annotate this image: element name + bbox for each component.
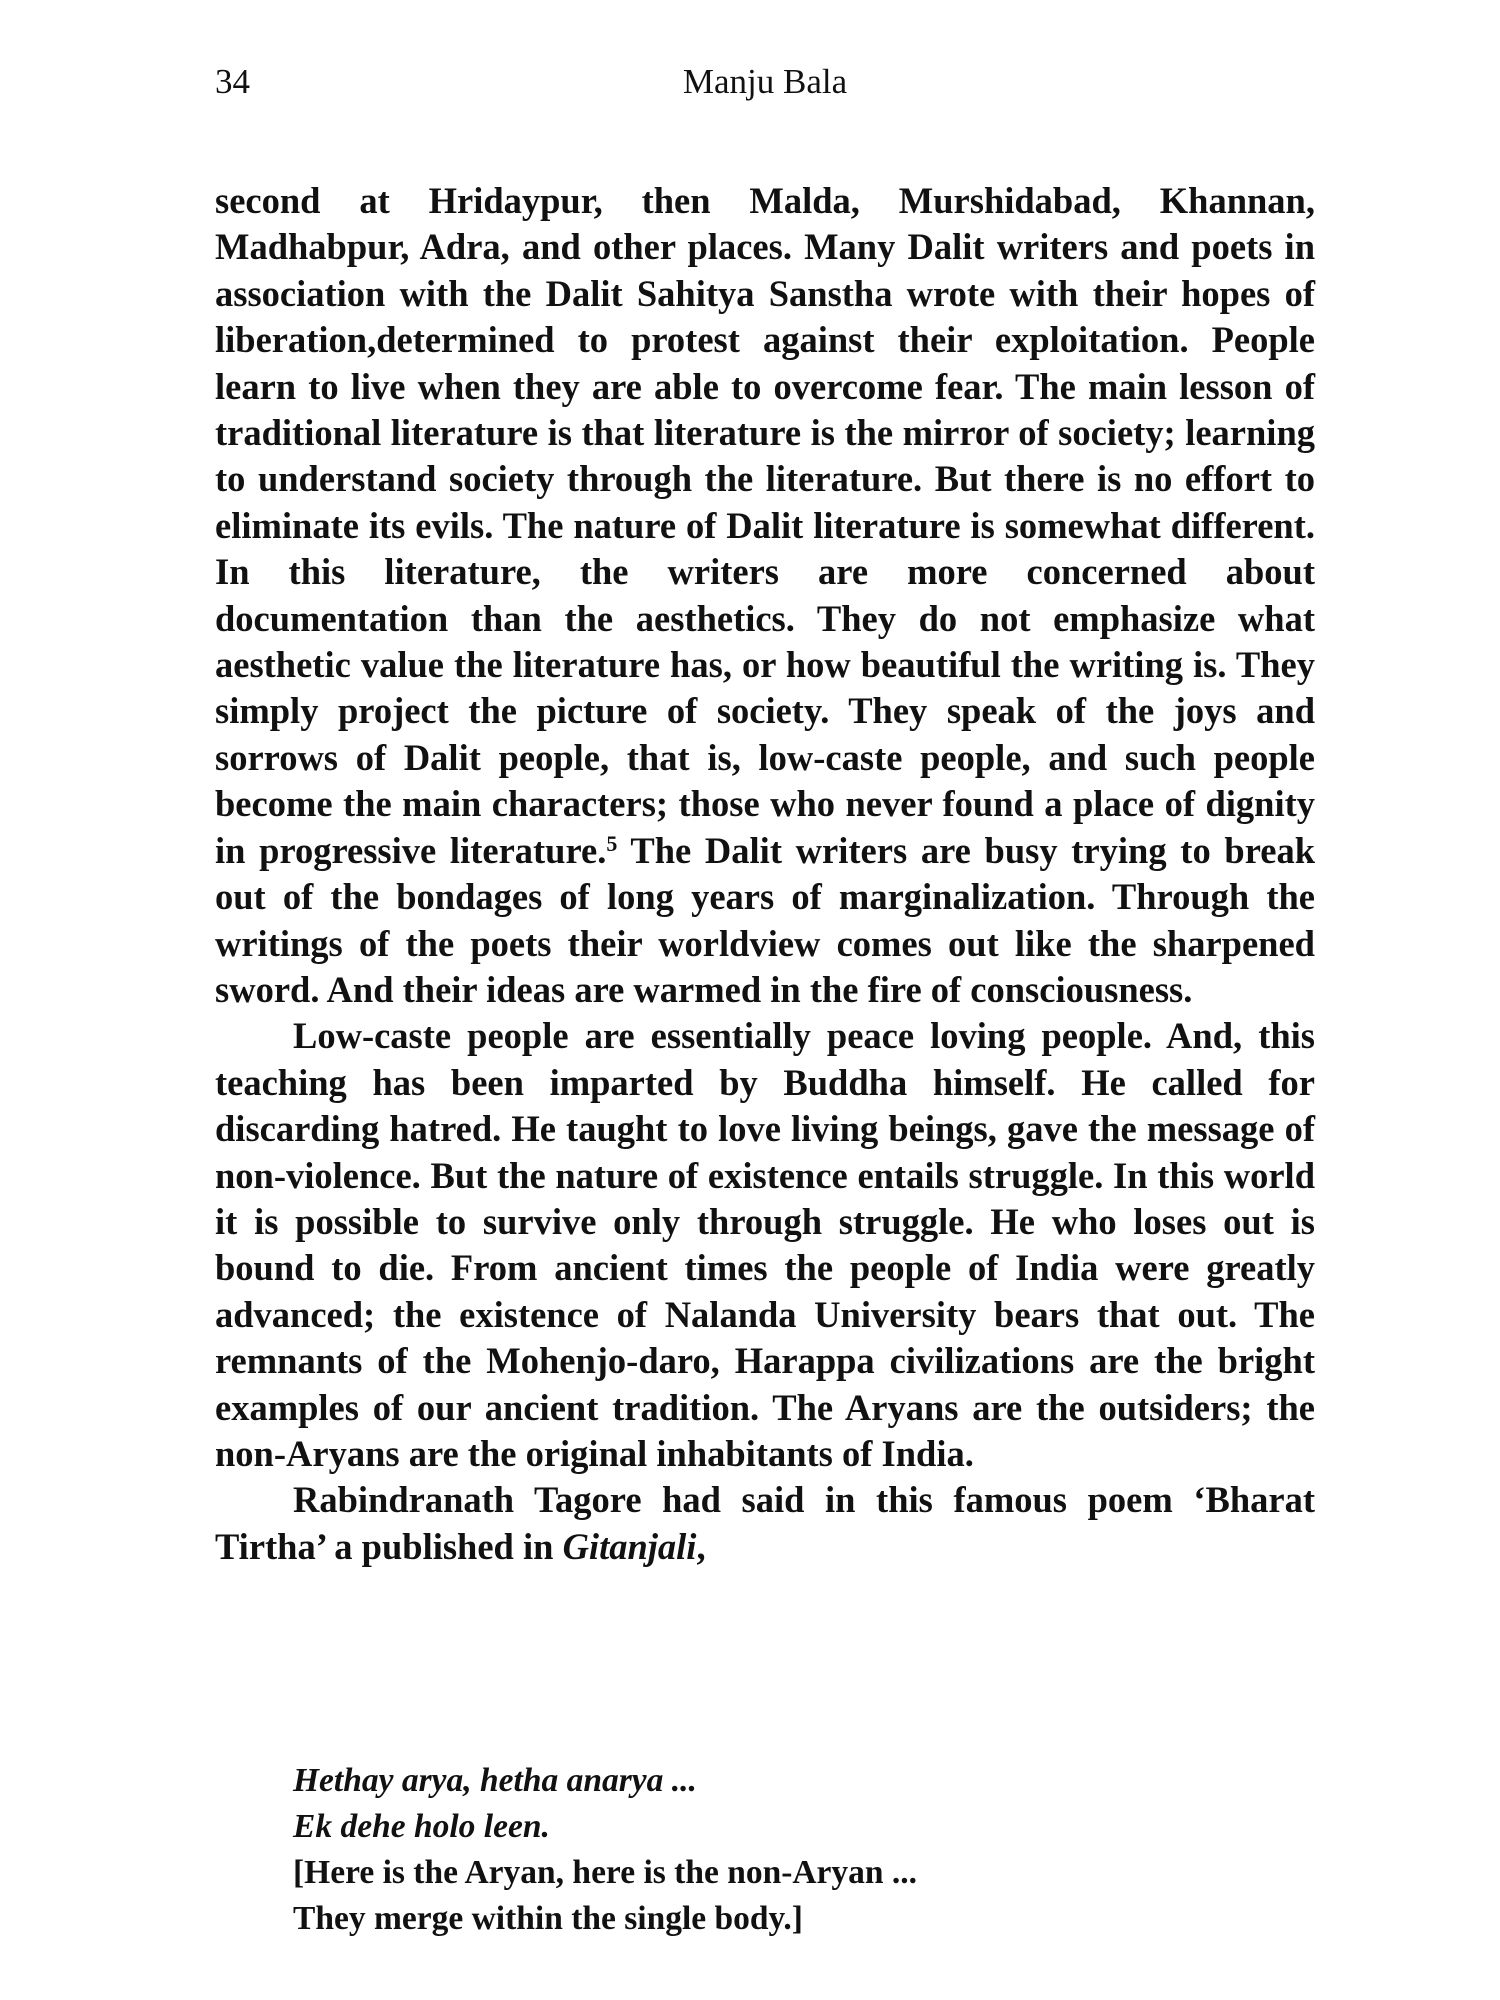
verse-translation-line-1: [Here is the Aryan, here is the non-Aryan ... — [293, 1854, 918, 1891]
paragraph-1-continuation: The Dalit writers are busy trying to break out of the bondages of long years of marginalization. Through the writings of the poets their worldview comes out like the sharpened sword. And their ideas are warmed in the fire of consciousness. — [215, 829, 1315, 1010]
body-text — [215, 178, 1315, 1570]
paragraph-1-text: second at Hridaypur, then Malda, Murshidabad, Khannan, Madhabpur, Adra, and other places. Many Dalit writers and poets in association with the Dalit Sahitya Sanstha wrote with their hopes of liberation,determined to protest against their exploitation. People learn to live when they are able to overcome fear. The main lesson of traditional literature is that literature is the mirror of society; learning to understand society through the literature. But there is no effort to eliminate its evils. The nature of Dalit literature is somewhat different. In this literature, the writers are more concerned about documentation than the aesthetics. They do not emphasize what aesthetic value the literature has, or how beautiful the writing is. They simply project the picture of society. They speak of the joys and sorrows of Dalit people, that is, low-caste people, and such people become the main characters; those who never found a place of dignity in progressive literature. — [215, 180, 1315, 871]
paragraph-3-text: Rabindranath Tagore had said in this famous poem ‘Bharat Tirtha’ a published in — [215, 1479, 1315, 1567]
paragraph-1 — [215, 178, 1315, 1013]
running-head — [215, 62, 1315, 112]
page-number: 34 — [215, 62, 250, 101]
paragraph-3-end: , — [696, 1525, 706, 1567]
paragraph-2: Low-caste people are essentially peace loving people. And, this teaching has been imparted by Buddha himself. He called for discarding hatred. He taught to love living beings, gave the message of non-violence. But the nature of existence entails struggle. In this world it is possible to survive only through struggle. He who loses out is bound to die. From ancient times the people of India were greatly advanced; the existence of Nalanda University bears that out. The remnants of the Mohenjo-daro, Harappa civilizations are the bright examples of our ancient tradition. The Aryans are the outsiders; the non-Aryans are the original inhabitants of India. — [215, 1015, 1315, 1474]
verse-line-1: Hethay arya, hetha anarya ... — [293, 1762, 697, 1799]
paragraph-3 — [215, 1477, 1315, 1570]
running-title: Manju Bala — [682, 62, 848, 101]
verse-translation-line-2: They merge within the single body.] — [293, 1900, 803, 1937]
footnote-reference: 5 — [606, 830, 618, 856]
book-title-gitanjali: Gitanjali — [562, 1525, 697, 1567]
verse-block — [293, 1758, 1193, 1942]
verse-line-2: Ek dehe holo leen. — [293, 1808, 550, 1845]
